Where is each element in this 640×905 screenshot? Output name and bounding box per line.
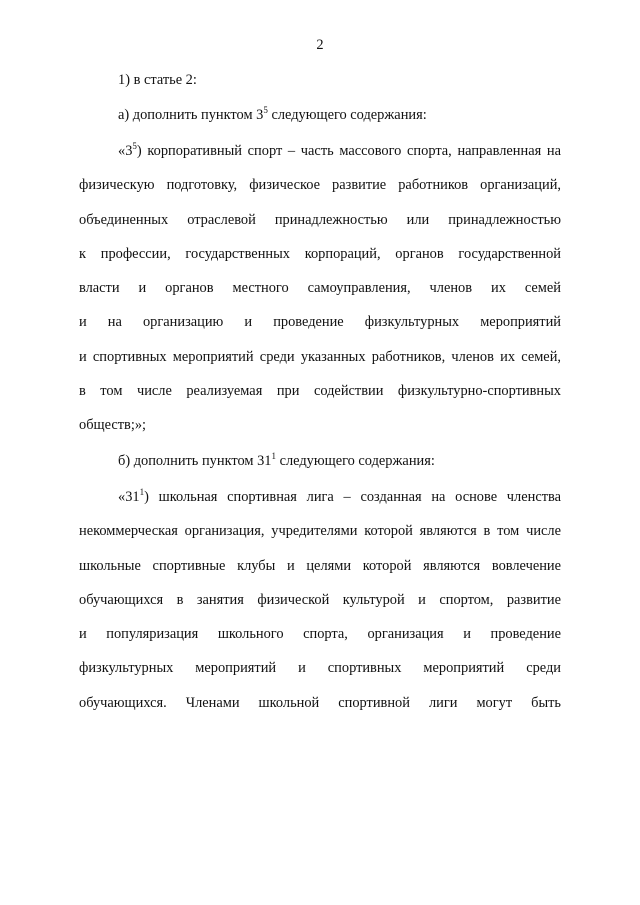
list-item-a: [79, 106, 561, 124]
definition-a-line: в том числе реализуемая при содействии физкультурно-спортивных: [79, 383, 561, 400]
definition-a-first-rest: ) корпоративный спорт – часть массового спорта, направленная на: [136, 143, 561, 159]
definition-a-paragraph: [79, 134, 561, 443]
item-a-superscript: 5: [263, 105, 268, 115]
definition-b-first-line: [79, 480, 561, 514]
definition-a-open: «3: [118, 143, 133, 159]
item-a-text: [79, 106, 561, 124]
definition-a-superscript: 5: [132, 141, 137, 151]
definition-a-line: и спортивных мероприятий среди указанных работников, членов их семей,: [79, 348, 561, 365]
definition-b-line: физкультурных мероприятий и спортивных мероприятий среди: [79, 660, 561, 677]
definition-b-line: некоммерческая организация, учредителями которой являются в том числе: [79, 523, 561, 540]
definition-b-superscript: 1: [139, 487, 145, 497]
definition-b-open: «31: [118, 489, 140, 505]
definition-a-line: физическую подготовку, физическое развитие работников организаций,: [79, 177, 561, 194]
definition-b-line: обучающихся. Членами школьной спортивной лиги могут быть: [79, 694, 561, 711]
item-b-superscript: 1: [271, 451, 276, 461]
definition-b-line: и популяризация школьного спорта, организация и проведение: [79, 626, 561, 643]
item-a-suffix: следующего содержания:: [267, 107, 427, 123]
page-number: 2: [316, 37, 324, 53]
definition-b-first-rest: ) школьная спортивная лига – созданная на основе членства: [144, 489, 561, 505]
definition-b-line: школьные спортивные клубы и целями которой являются вовлечение: [79, 557, 561, 574]
definition-a-first-line: [79, 134, 561, 168]
definition-b-line: обучающихся в занятия физической культурой и спортом, развитие: [79, 591, 561, 608]
item-b-text: [79, 452, 561, 470]
item-b-suffix: следующего содержания:: [275, 453, 435, 469]
definition-school-sport-league: [79, 480, 561, 720]
definition-b-paragraph: [79, 480, 561, 720]
item-a-prefix: а) дополнить пунктом 3: [118, 107, 264, 123]
definition-corporate-sport: [79, 134, 561, 443]
definition-a-line: объединенных отраслевой принадлежностью или принадлежностью: [79, 211, 561, 228]
definition-a-last-line: обществ;»;: [79, 417, 147, 434]
definition-a-line: к профессии, государственных корпораций, органов государственной: [79, 245, 561, 262]
item-b-prefix: б) дополнить пунктом 31: [118, 453, 272, 469]
item-1-text: 1) в статье 2:: [118, 72, 197, 88]
definition-a-line: и на организацию и проведение физкультурных мероприятий: [79, 314, 561, 331]
list-item-b: [79, 452, 561, 470]
definition-a-line: власти и органов местного самоуправления, членов их семей: [79, 280, 561, 297]
list-item-article-2: [79, 71, 561, 89]
